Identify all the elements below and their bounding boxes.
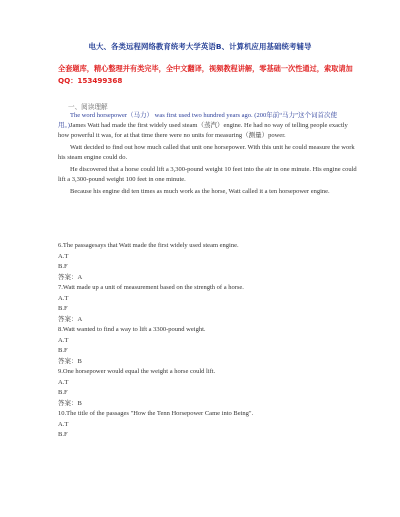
answer: 答案：B [58, 399, 82, 407]
passage-paragraph-2: Watt decided to find out how much called that unit one horsepower. With this unit he could measure the work his steam engine could do. [58, 144, 355, 161]
question-text: 10.The title of the passages "How the Tenn Horsepower Came into Being". [58, 410, 254, 417]
answer: 答案：A [58, 273, 83, 281]
option-b: B.F [58, 347, 68, 354]
question-text: 6.The passagesays that Watt made the first widely used steam engine. [58, 242, 239, 249]
question-list [58, 241, 358, 441]
option-b: B.F [58, 389, 68, 396]
passage-paragraph-4: Because his engine did ten times as much work as the horse, Watt called it a ten horsepower engine. [70, 188, 330, 195]
question-text: 7.Watt made up a unit of measurement based on the strength of a horse. [58, 284, 244, 291]
reading-passage [58, 111, 358, 199]
promo-line: 全套题库，精心整理并有类完毕，全中文翻译，视频教程讲解，零基础一次性通过，索取请加QQ： [58, 64, 353, 85]
answer: 答案：A [58, 315, 83, 323]
option-a: A.T [58, 294, 69, 302]
promo-text [58, 63, 358, 87]
option-b: B.F [58, 305, 68, 312]
passage-p1-body: James Watt had made the first widely used steam（蒸汽）engine. He had no way of telling people exactly how powerful it was, for at that time there were no units for measuring（测量）power. [58, 122, 348, 139]
passage-paragraph-3: He discovered that a horse could lift a 3,300-pound weight 10 feet into the air in one minute. His engine could lift a 3,300-pound weight 100 feet in one minute. [58, 166, 357, 183]
option-b: B.F [58, 263, 68, 270]
question-6 [58, 241, 358, 283]
question-8 [58, 325, 358, 367]
header-title: 电大、各类远程网络教育统考大学英语B、计算机应用基础统考辅导 [88, 42, 312, 51]
passage-paragraph-1 [58, 111, 358, 141]
question-9 [58, 367, 358, 409]
option-a: A.T [58, 252, 69, 260]
question-7 [58, 283, 358, 325]
question-10 [58, 409, 358, 441]
question-text: 8.Watt wanted to find a way to lift a 3300-pound weight. [58, 326, 206, 333]
section-label: 一、阅读理解 [68, 104, 108, 111]
answer: 答案：B [58, 357, 82, 365]
passage-p1-intro: The word horsepower（马力） was first used two hundred years ago. (200年前“马力”这个词首次使用。) [58, 112, 337, 129]
promo-qq: 153499368 [77, 76, 123, 85]
option-a: A.T [58, 420, 69, 428]
option-a: A.T [58, 378, 69, 386]
option-b: B.F [58, 431, 68, 438]
question-text: 9.One horsepower would equal the weight a horse could lift. [58, 368, 216, 375]
option-a: A.T [58, 336, 69, 344]
